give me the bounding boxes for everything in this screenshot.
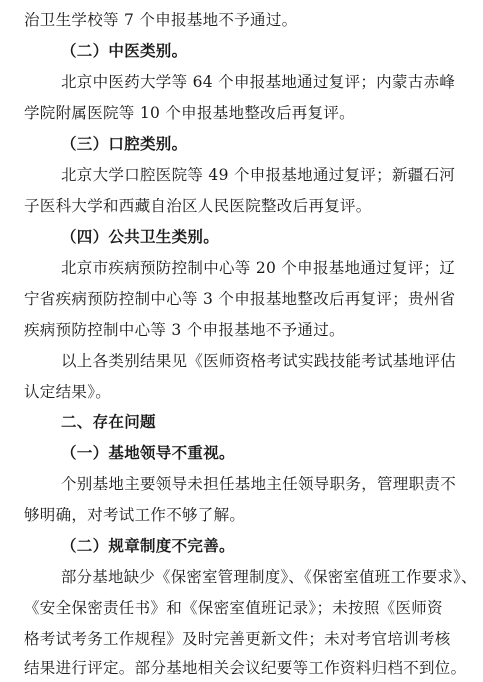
section-subheading: （四）公共卫生类别。 [61,227,220,246]
section-subheading: （二）中医类别。 [61,41,188,60]
paragraph-line: 宁省疾病预防控制中心等 3 个申报基地整改后再复评；贵州省 [24,290,456,308]
paragraph-line: 治卫生学校等 7 个申报基地不予通过。 [24,11,298,29]
paragraph-line: 够明确，对考试工作不够了解。 [24,506,246,524]
paragraph-line: 学院附属医院等 10 个申报基地整改后再复评。 [24,104,355,122]
paragraph-line: 结果进行评定。部分基地相关会议纪要等工作资料归档不到位。 [24,659,467,677]
paragraph-line: 个别基地主要领导未担任基地主任领导职务，管理职责不 [61,475,457,493]
paragraph-line: 北京市疾病预防控制中心等 20 个申报基地通过复评；辽 [61,259,456,277]
paragraph-line: 部分基地缺少《保密室管理制度》、《保密室值班工作要求》、 [61,568,477,586]
paragraph-line: 以上各类别结果见《医师资格考试实践技能考试基地评估 [61,352,457,370]
section-subheading: （二）规章制度不完善。 [61,536,235,555]
paragraph-line: 格考试考务工作规程》及时完善更新文件；未对考官培训考核 [24,630,451,648]
section-subheading: （三）口腔类别。 [61,134,188,153]
paragraph-line: 北京中医药大学等 64 个申报基地通过复评；内蒙古赤峰 [61,73,456,91]
paragraph-line: 子医科大学和西藏自治区人民医院整改后再复评。 [24,197,372,215]
paragraph-line: 北京大学口腔医院等 49 个申报基地通过复评；新疆石河 [61,166,456,184]
section-subheading: （一）基地领导不重视。 [61,443,235,462]
section-heading: 二、存在问题 [61,413,156,431]
paragraph-line: 《安全保密责任书》和《保密室值班记录》；未按照《医师资 [24,599,443,617]
paragraph-line: 疾病预防控制中心等 3 个申报基地不予通过。 [24,321,345,339]
paragraph-line: 认定结果》。 [24,383,112,401]
